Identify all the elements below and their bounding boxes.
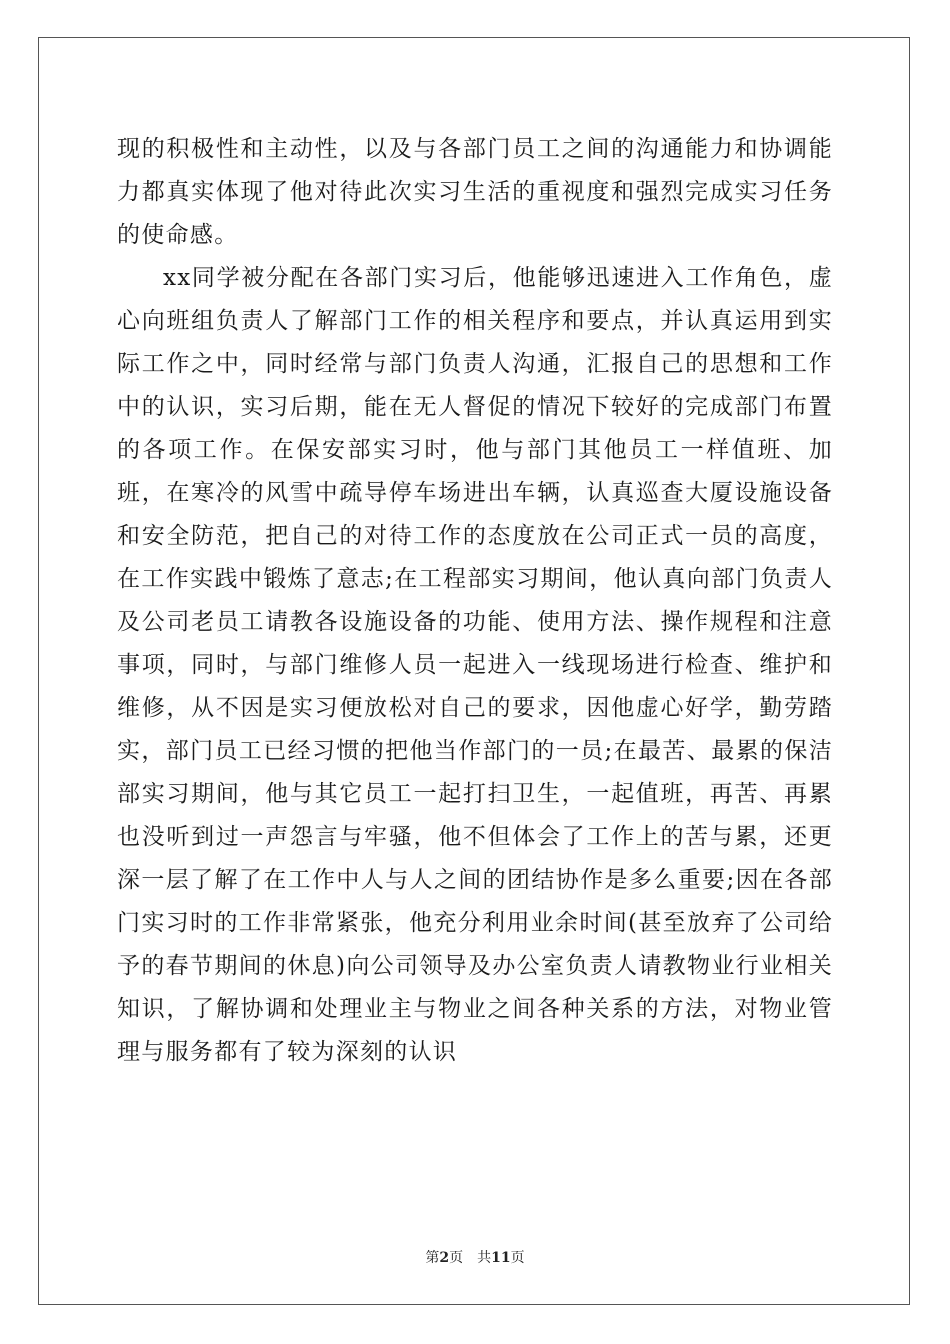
page-prefix: 第 — [425, 1250, 440, 1266]
total-prefix: 共 — [477, 1250, 492, 1266]
page-number: 2 — [439, 1250, 450, 1266]
document-body — [117, 128, 833, 1074]
page-footer — [0, 1247, 950, 1267]
paragraph-internship-performance: xx同学被分配在各部门实习后，他能够迅速进入工作角色，虚心向班组负责人了解部门工作的相关程序和要点，并认真运用到实际工作之中，同时经常与部门负责人沟通，汇报自己的思想和工作中的认识，实习后期，能在无人督促的情况下较好的完成部门布置的各项工作。在保安部实习时，他与部门其他员工一样值班、加班，在寒冷的风雪中疏导停车场进出车辆，认真巡查大厦设施设备和安全防范，把自己的对待工作的态度放在公司正式一员的高度，在工作实践中锻炼了意志;在工程部实习期间，他认真向部门负责人及公司老员工请教各设施设备的功能、使用方法、操作规程和注意事项，同时，与部门维修人员一起进入一线现场进行检查、维护和维修，从不因是实习便放松对自己的要求，因他虚心好学，勤劳踏实，部门员工已经习惯的把他当作部门的一员;在最苦、最累的保洁部实习期间，他与其它员工一起打扫卫生，一起值班，再苦、再累也没听到过一声怨言与牢骚，他不但体会了工作上的苦与累，还更深一层了解了在工作中人与人之间的团结协作是多么重要;因在各部门实习时的工作非常紧张，他充分利用业余时间(甚至放弃了公司给予的春节期间的休息)向公司领导及办公室负责人请教物业行业相关知识，了解协调和处理业主与物业之间各种关系的方法，对物业管理与服务都有了较为深刻的认识 — [117, 265, 833, 1065]
total-pages: 11 — [491, 1250, 511, 1266]
page-suffix: 页 — [449, 1250, 464, 1266]
total-suffix: 页 — [510, 1250, 525, 1266]
paragraph-continued: 现的积极性和主动性，以及与各部门员工之间的沟通能力和协调能力都真实体现了他对待此次实习生活的重视度和强烈完成实习任务的使命感。 — [117, 136, 833, 248]
